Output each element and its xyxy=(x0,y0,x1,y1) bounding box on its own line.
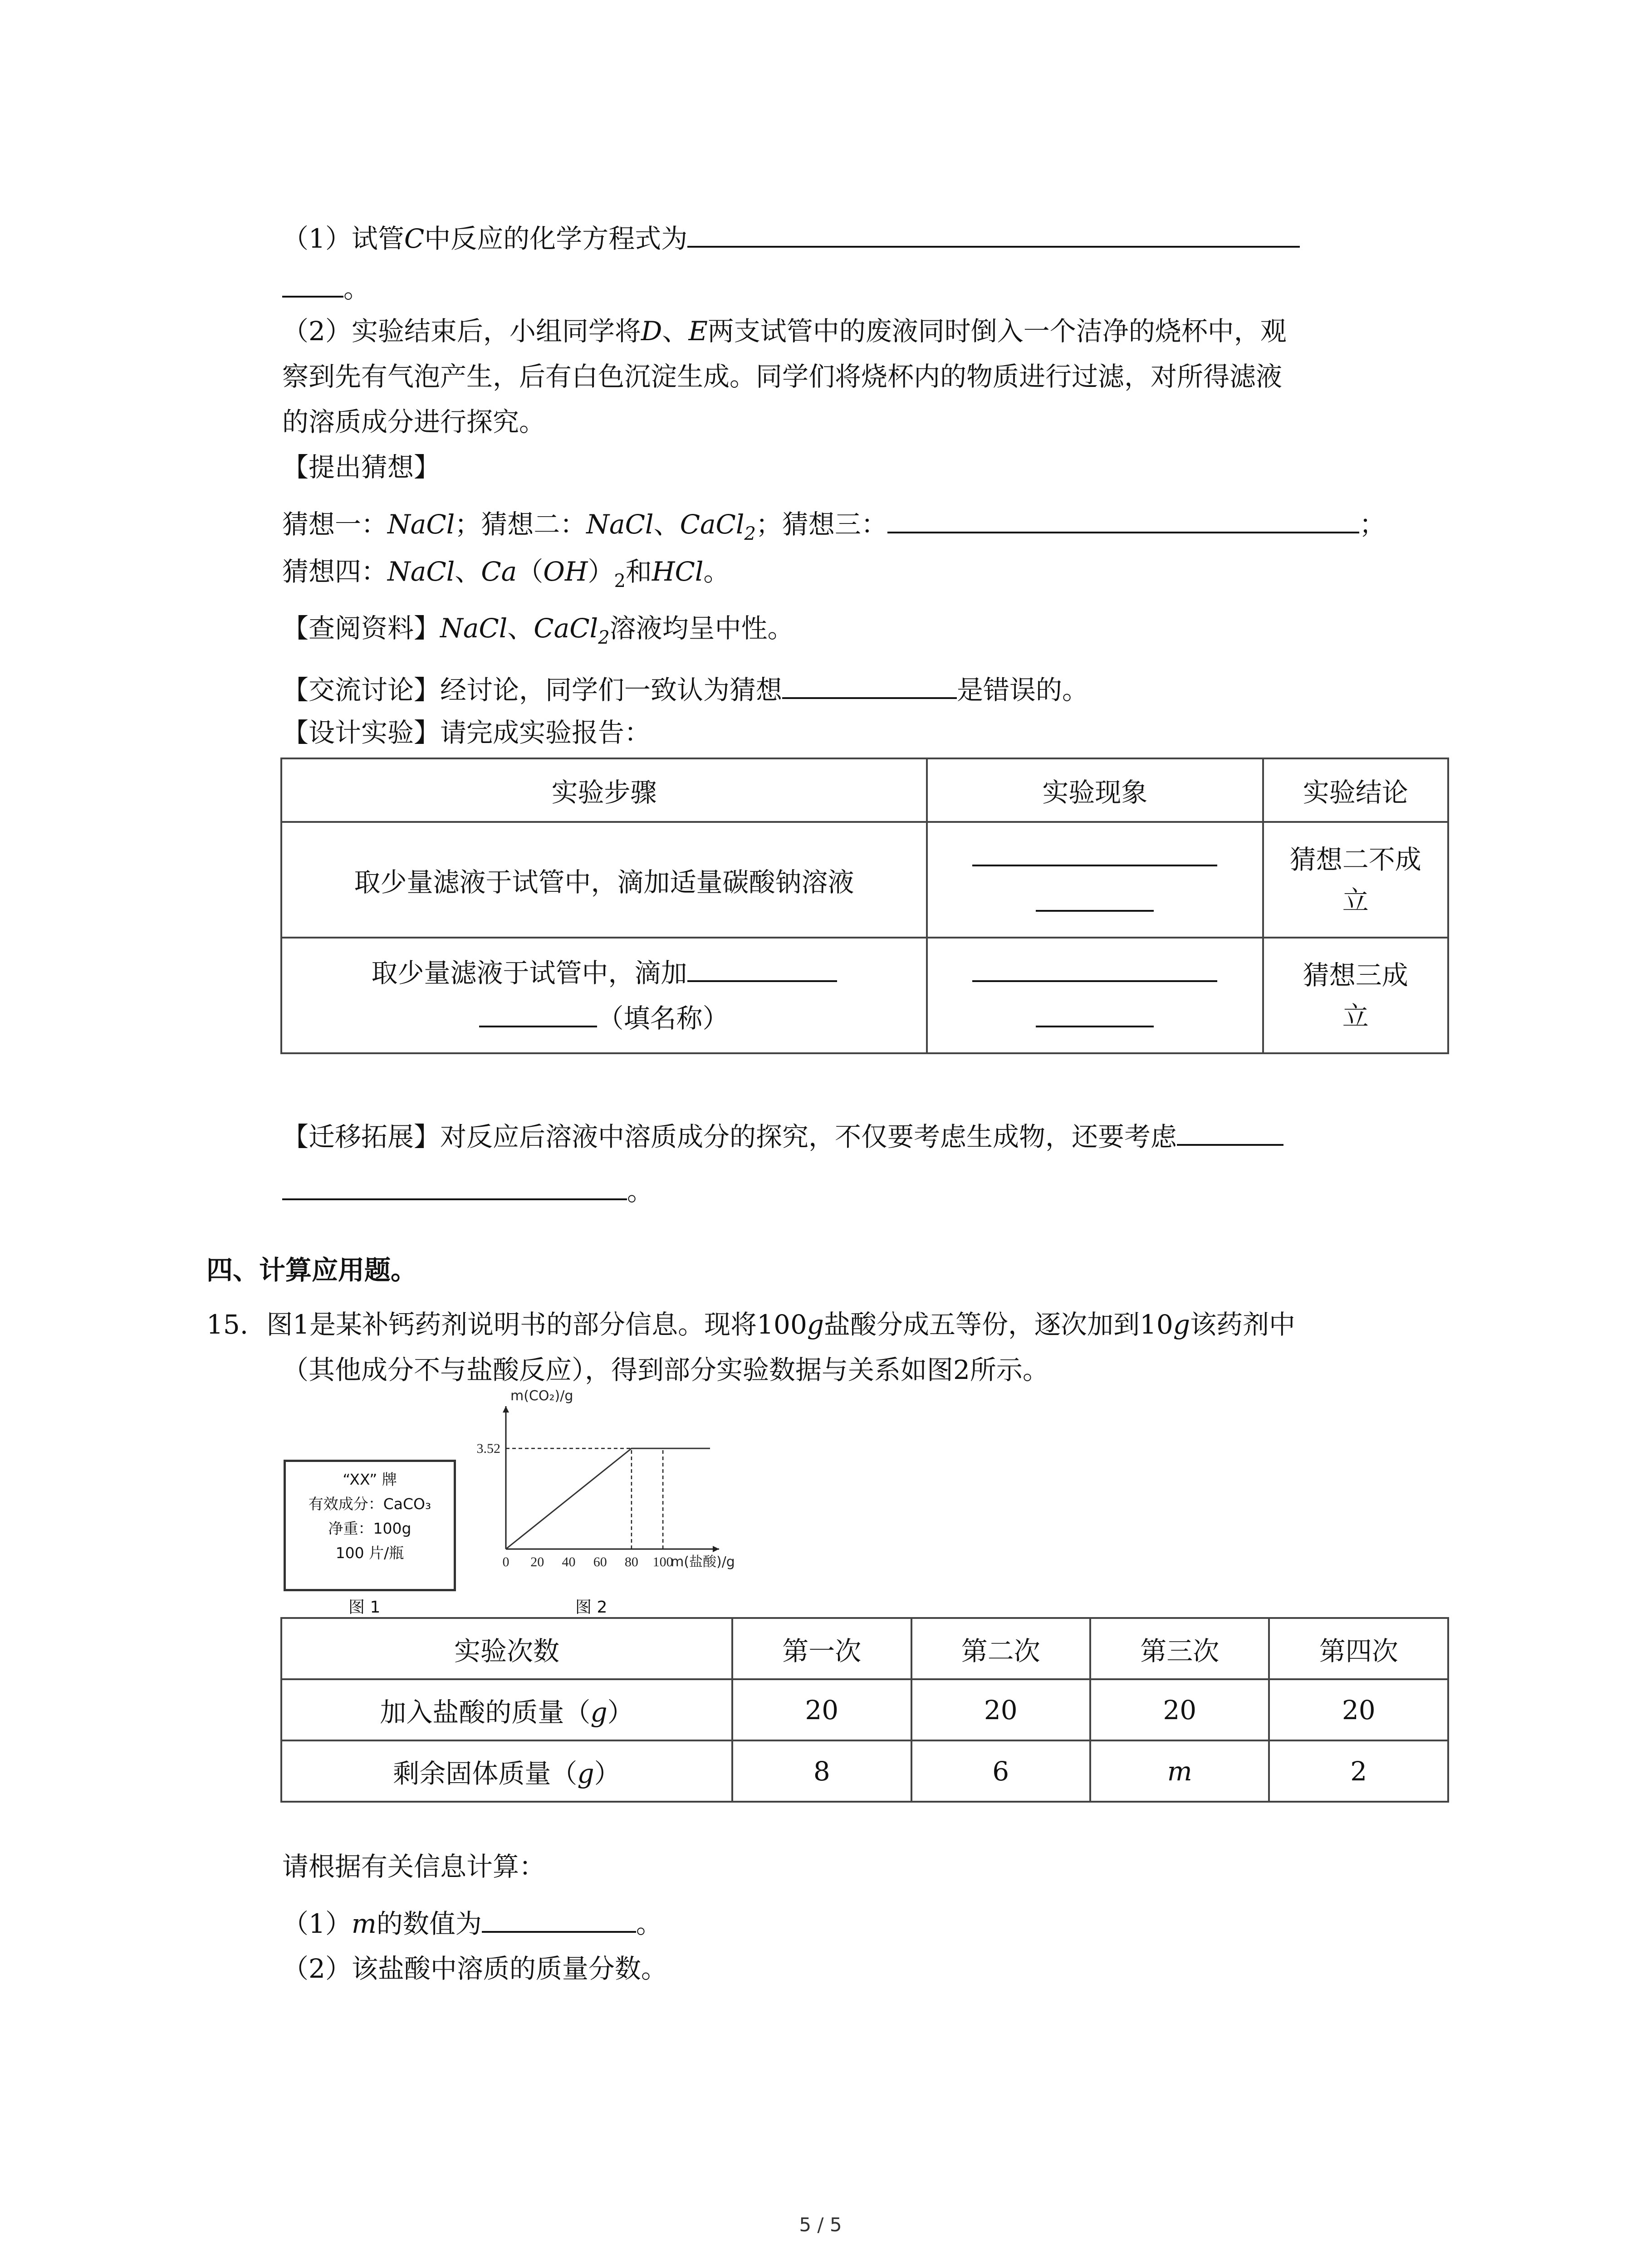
text: ） xyxy=(607,1696,634,1728)
value-cell: m xyxy=(1090,1740,1269,1802)
header-cell: 实验次数 xyxy=(281,1618,732,1679)
formula: NaCl xyxy=(586,509,654,540)
x-tick-label: 60 xyxy=(593,1554,607,1569)
q14-part2-line1 xyxy=(282,313,1287,349)
figure-1-label-box xyxy=(284,1460,456,1591)
header-cell: 第二次 xyxy=(911,1618,1090,1679)
table-row xyxy=(281,1679,1448,1740)
x-tick-label: 80 xyxy=(624,1554,638,1569)
text: 、 xyxy=(507,613,534,644)
value-cell: 20 xyxy=(911,1679,1090,1740)
section-title: 四、计算应用题。 xyxy=(206,1255,417,1286)
formula: NaCl xyxy=(387,509,455,540)
subscript: 2 xyxy=(744,523,756,544)
text: 取少量滤液于试管中，滴加 xyxy=(371,957,687,988)
text: “XX” 牌 xyxy=(343,1471,397,1488)
answer-blank[interactable] xyxy=(1177,1116,1283,1146)
text: 立 xyxy=(1342,1000,1369,1031)
text: 两支试管中的废液同时倒入一个洁净的烧杯中，观 xyxy=(707,316,1287,347)
formula: NaCl xyxy=(387,556,455,587)
q14-part2-line2: 察到先有气泡产生，后有白色沉淀生成。同学们将烧杯内的物质进行过滤，对所得滤液 xyxy=(282,361,1283,392)
text: 图1是某补钙药剂说明书的部分信息。现将100 xyxy=(266,1309,807,1340)
formula: HCl xyxy=(652,556,704,587)
text: 中反应的化学方程式为 xyxy=(424,223,688,254)
table-row xyxy=(281,938,1448,1053)
table-header-row xyxy=(281,758,1448,822)
calc-sub2: （2）该盐酸中溶质的质量分数。 xyxy=(282,1953,667,1984)
text: （1）试管 xyxy=(282,223,404,254)
row-label-cell xyxy=(281,1679,732,1740)
answer-blank[interactable] xyxy=(687,218,1300,248)
text: 【交流讨论】经讨论，同学们一致认为猜想 xyxy=(282,675,783,705)
value-cell: 8 xyxy=(732,1740,911,1802)
text: 猜想三成 xyxy=(1303,959,1408,991)
conclusion-cell xyxy=(1263,822,1448,938)
text: 猜想四： xyxy=(282,556,388,587)
experiment-table xyxy=(280,758,1449,1054)
table-row xyxy=(281,822,1448,938)
text: 、 xyxy=(653,509,680,540)
answer-blank[interactable] xyxy=(282,268,343,298)
value-cell: 20 xyxy=(1090,1679,1269,1740)
q15-line1 xyxy=(206,1306,1295,1343)
figure-2-chart xyxy=(458,1388,776,1597)
extension-line2 xyxy=(282,1170,653,1209)
y-tick-label: 3.52 xyxy=(476,1441,500,1457)
y-axis-label: m(CO₂)/g xyxy=(510,1388,573,1404)
text: 。 xyxy=(627,1176,654,1207)
text: 溶液均呈中性。 xyxy=(609,613,794,644)
q15-line2: （其他成分不与盐酸反应），得到部分实验数据与关系如图2所示。 xyxy=(282,1354,1049,1385)
unit: g xyxy=(807,1309,824,1340)
page-number: 5 / 5 xyxy=(799,2214,842,2236)
text: 猜想一： xyxy=(282,509,388,540)
text: 100 片/瓶 xyxy=(335,1544,404,1562)
text: 加入盐酸的质量（ xyxy=(380,1696,591,1728)
answer-blank[interactable] xyxy=(687,980,837,982)
answer-blank[interactable] xyxy=(1036,1026,1154,1027)
unit: g xyxy=(577,1758,594,1789)
unit: g xyxy=(1173,1309,1190,1340)
text: 该药剂中 xyxy=(1190,1309,1295,1340)
conclusion-cell xyxy=(1263,938,1448,1053)
value-cell: 2 xyxy=(1269,1740,1448,1802)
text: 净重：100g xyxy=(328,1520,411,1537)
figure-2-caption: 图 2 xyxy=(575,1598,607,1617)
text: 盐酸分成五等份，逐次加到10 xyxy=(824,1309,1173,1340)
formula: Ca xyxy=(481,556,517,587)
formula: CaCl xyxy=(534,613,598,644)
text: 和 xyxy=(625,556,652,587)
observation-cell xyxy=(927,938,1263,1053)
q14-part1-line xyxy=(282,218,1300,257)
text: 的数值为 xyxy=(376,1908,482,1939)
answer-blank[interactable] xyxy=(482,1903,636,1933)
answer-blank[interactable] xyxy=(782,669,957,699)
answer-blank[interactable] xyxy=(282,1170,627,1200)
text: （1） xyxy=(282,1908,352,1939)
series-line xyxy=(506,1448,710,1549)
step-cell: 取少量滤液于试管中，滴加适量碳酸钠溶液 xyxy=(281,822,927,938)
text: ） xyxy=(594,1758,621,1789)
text: 是错误的。 xyxy=(957,675,1089,705)
text: 。 xyxy=(703,556,730,587)
answer-blank[interactable] xyxy=(1036,910,1154,912)
text: ；猜想三： xyxy=(755,509,887,540)
value-cell: 20 xyxy=(732,1679,911,1740)
x-tick-label: 20 xyxy=(530,1554,544,1569)
x-tick-label: 100 xyxy=(652,1554,673,1569)
step-cell xyxy=(281,938,927,1053)
header-cell: 第四次 xyxy=(1269,1618,1448,1679)
row-label-cell xyxy=(281,1740,732,1802)
formula: CaCl xyxy=(680,509,745,540)
answer-blank[interactable] xyxy=(972,980,1217,982)
variable: m xyxy=(351,1908,377,1939)
text: 【迁移拓展】对反应后溶液中溶质成分的探究，不仅要考虑生成物，还要考虑 xyxy=(282,1121,1177,1152)
value-cell: 20 xyxy=(1269,1679,1448,1740)
text: （ xyxy=(517,556,544,587)
header-cell: 第三次 xyxy=(1090,1618,1269,1679)
reference-line xyxy=(282,610,794,656)
unit: g xyxy=(590,1696,607,1728)
var-c: C xyxy=(404,223,425,254)
text: 立 xyxy=(1342,885,1369,916)
text: （2）实验结束后，小组同学将 xyxy=(282,316,641,347)
header-cell: 实验结论 xyxy=(1263,758,1448,822)
var-e: E xyxy=(688,316,708,347)
q14-part2-line3: 的溶质成分进行探究。 xyxy=(282,406,546,437)
x-axis-arrow xyxy=(713,1546,719,1552)
formula: OH xyxy=(543,556,588,587)
text: ；猜想二： xyxy=(455,509,587,540)
extension-line xyxy=(282,1116,1283,1155)
text: 猜想二不成 xyxy=(1289,844,1421,875)
text: （填名称） xyxy=(597,1002,729,1034)
section-heading-hypothesis: 【提出猜想】 xyxy=(282,452,441,483)
text: 【查阅资料】 xyxy=(282,613,441,644)
answer-blank[interactable] xyxy=(887,503,1359,533)
header-cell: 第一次 xyxy=(732,1618,911,1679)
x-axis-label: m(盐酸)/g xyxy=(671,1554,735,1570)
subscript: 2 xyxy=(598,627,610,648)
text: 有效成分：CaCO₃ xyxy=(308,1495,431,1513)
hypothesis-line-4 xyxy=(282,553,730,599)
calc-sub1 xyxy=(282,1903,662,1942)
answer-blank[interactable] xyxy=(479,1026,597,1027)
x-tick-label: 0 xyxy=(502,1554,509,1569)
figure-1-caption: 图 1 xyxy=(348,1598,381,1617)
value-cell: 6 xyxy=(911,1740,1090,1802)
text: ； xyxy=(1359,509,1386,540)
x-tick-label: 40 xyxy=(562,1554,576,1569)
observation-cell xyxy=(927,822,1263,938)
subscript: 2 xyxy=(614,571,626,591)
text: 。 xyxy=(343,273,370,304)
header-cell: 实验步骤 xyxy=(281,758,927,822)
data-table xyxy=(280,1617,1449,1803)
y-axis-arrow xyxy=(503,1406,509,1413)
text: 、 xyxy=(455,556,481,587)
q14-part1-line2 xyxy=(282,268,370,307)
formula: NaCl xyxy=(440,613,508,644)
text: 。 xyxy=(636,1908,662,1939)
text: ） xyxy=(588,556,614,587)
table-header-row xyxy=(281,1618,1448,1679)
answer-blank[interactable] xyxy=(972,865,1217,866)
discussion-line xyxy=(282,669,1088,708)
question-number: 15. xyxy=(206,1309,249,1340)
design-heading: 【设计实验】请完成实验报告： xyxy=(282,717,651,748)
hypothesis-line-1 xyxy=(282,503,1386,552)
calc-intro: 请根据有关信息计算： xyxy=(282,1851,546,1882)
text: 剩余固体质量（ xyxy=(393,1758,578,1789)
var-d: D xyxy=(641,316,662,347)
text: 、 xyxy=(662,316,689,347)
header-cell: 实验现象 xyxy=(927,758,1263,822)
table-row xyxy=(281,1740,1448,1802)
